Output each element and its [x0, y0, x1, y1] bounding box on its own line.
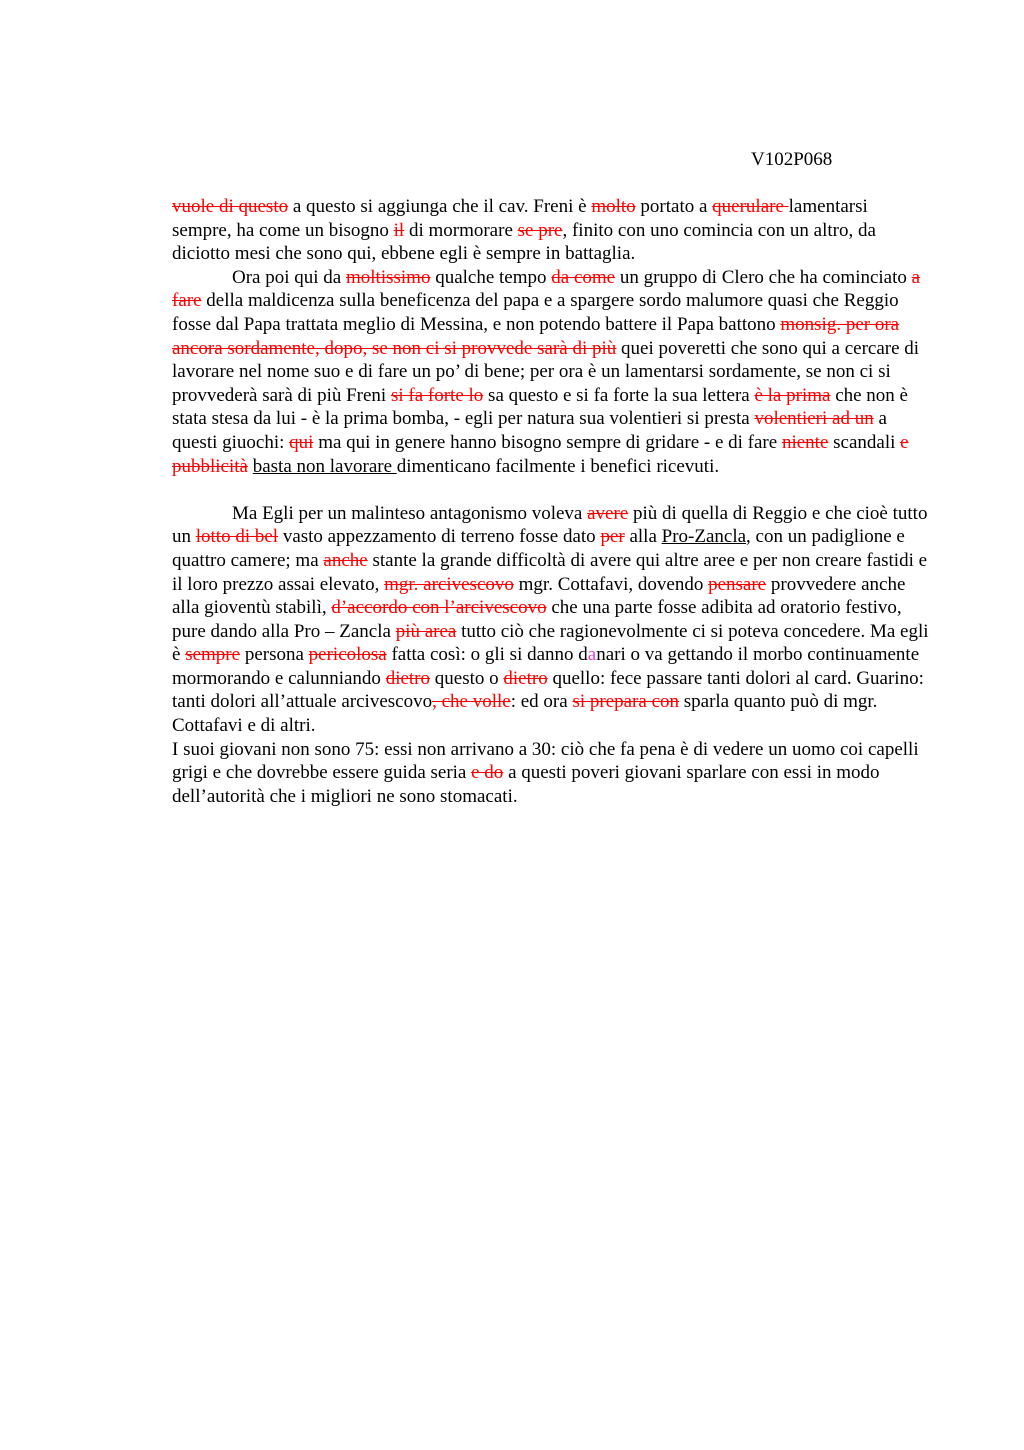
text-run: a questo si aggiunga che il cav. Freni è: [288, 196, 592, 217]
text-run: che una parte fosse adibita ad oratorio festivo, pure dando alla Pro – Zancla: [172, 597, 902, 642]
text-run: a questi poveri giovani sparlare con essi in modo dell’autorità che i migliori ne sono stomacati.: [172, 762, 880, 807]
text-run: questo o: [430, 667, 504, 689]
text-run: quello: fece passare tanti dolori al card. Guarino: tanti dolori all’attuale arcivescovo: [172, 667, 924, 713]
text-run: della maldicenza sulla beneficenza del papa e a spargere sordo malumore quasi che Reggio fosse dal Papa trattata meglio di Messina, e non potendo battere il Papa battono: [172, 290, 899, 335]
deleted-text: niente: [781, 431, 829, 453]
text-run: Ora poi qui da: [232, 266, 346, 288]
text-run: nari o va gettando il morbo continuamente mormorando e calunniando: [172, 644, 920, 689]
page-identifier: V102P068: [751, 149, 833, 170]
text-run: stante la grande difficoltà di avere qui altre aree e per non creare fastidi e il loro prezzo assai elevato,: [172, 549, 928, 595]
paragraph: [172, 195, 932, 266]
paragraph-gap: [172, 478, 932, 502]
text-run: ma qui in genere hanno bisogno sempre di gridare - e di fare: [313, 431, 782, 453]
text-run: mgr. Cottafavi, dovendo: [513, 573, 709, 595]
deleted-text: pensare: [708, 573, 767, 595]
text-run: : ed ora: [510, 691, 573, 713]
deleted-text: si fa forte lo: [390, 384, 484, 406]
deleted-text: a fare: [172, 266, 921, 312]
text-run: Ma Egli per un malinteso antagonismo voleva: [232, 502, 588, 524]
text-run: sparla quanto può di mgr. Cottafavi e di altri.: [172, 691, 878, 737]
deleted-text: sempre: [185, 644, 241, 666]
deleted-text: per: [600, 526, 625, 548]
text-run: fatta così: o gli si danno d: [386, 644, 588, 666]
text-run: , finito con uno comincia con un altro, da diciotto mesi che sono qui, ebbene egli è sempre in battaglia.: [172, 219, 876, 265]
text-run: , con un padiglione e quattro camere; ma: [172, 526, 905, 571]
deleted-text: il: [393, 219, 405, 241]
deleted-text: monsig. per ora ancora sordamente, dopo, se non ci si provvede sarà di più: [172, 313, 900, 359]
text-run: dimenticano facilmente i benefici ricevuti.: [396, 455, 720, 477]
deleted-text: anche: [323, 549, 368, 571]
text-run: un gruppo di Clero che ha cominciato: [615, 266, 912, 288]
text-run: persona: [240, 644, 309, 666]
deleted-text: qui: [289, 431, 314, 453]
paragraph: [172, 502, 932, 738]
deleted-text: pericolosa: [308, 644, 387, 666]
paragraph: [172, 266, 932, 478]
deleted-text: è la prima: [754, 384, 831, 406]
deleted-text: vuole di questo: [172, 196, 289, 217]
paragraph: [172, 738, 932, 809]
deleted-text: se pre: [517, 219, 563, 241]
deleted-text: da come: [551, 266, 616, 288]
text-run: più di quella di Reggio e che cioè tutto un: [172, 502, 928, 548]
deleted-text: volentieri ad un: [754, 408, 874, 430]
deleted-text: , che volle: [432, 691, 511, 713]
text-run: scandali: [828, 431, 901, 453]
text-run: a questi giuochi:: [172, 408, 887, 453]
underlined-text: Pro-Zancla: [661, 526, 747, 548]
text-run: qualche tempo: [430, 266, 552, 288]
text-run: portato a: [635, 196, 713, 217]
text-run: di mormorare: [404, 219, 518, 241]
text-run: lamentarsi sempre, ha come un bisogno: [172, 196, 868, 241]
deleted-text: mgr. arcivescovo: [384, 573, 514, 595]
text-run: tutto ciò che ragionevolmente ci si poteva concedere. Ma egli è: [172, 620, 929, 666]
letter-body: [172, 195, 932, 808]
deleted-text: avere: [587, 502, 629, 524]
text-run: provvedere anche alla gioventù stabilì,: [172, 573, 906, 619]
deleted-text: e do: [471, 762, 504, 784]
deleted-text: moltissimo: [345, 266, 431, 288]
deleted-text: querulare: [712, 196, 789, 217]
deleted-text: più area: [395, 620, 457, 642]
text-run: quei poveretti che sono qui a cercare di lavorare nel nome suo e di fare un po’ di bene; per ora è un lamentarsi sordamente, se non ci si provvederà sarà di più Freni: [172, 337, 920, 406]
underlined-text: basta non lavorare: [252, 455, 397, 477]
deleted-text: si prepara con: [572, 691, 679, 713]
text-run: vasto appezzamento di terreno fosse dato: [278, 526, 601, 548]
deleted-text: dietro: [503, 667, 548, 689]
deleted-text: dietro: [385, 667, 431, 689]
deleted-text: d’accordo con l’arcivescovo: [331, 597, 547, 619]
text-run: I suoi giovani non sono 75: essi non arrivano a 30: ciò che fa pena è di vedere un uomo coi capelli grigi e che dovrebbe essere guida seria: [172, 738, 919, 784]
deleted-text: molto: [591, 196, 636, 217]
deleted-text: e pubblicità: [172, 431, 909, 477]
text-run: alla: [624, 526, 662, 548]
deleted-text: lotto di bel: [195, 526, 279, 548]
corrected-letter: a: [587, 644, 597, 666]
text-run: sa questo e si fa forte la sua lettera: [483, 384, 755, 406]
text-run: che non è stata stesa da lui - è la prima bomba, - egli per natura sua volentieri si presta: [172, 384, 908, 430]
